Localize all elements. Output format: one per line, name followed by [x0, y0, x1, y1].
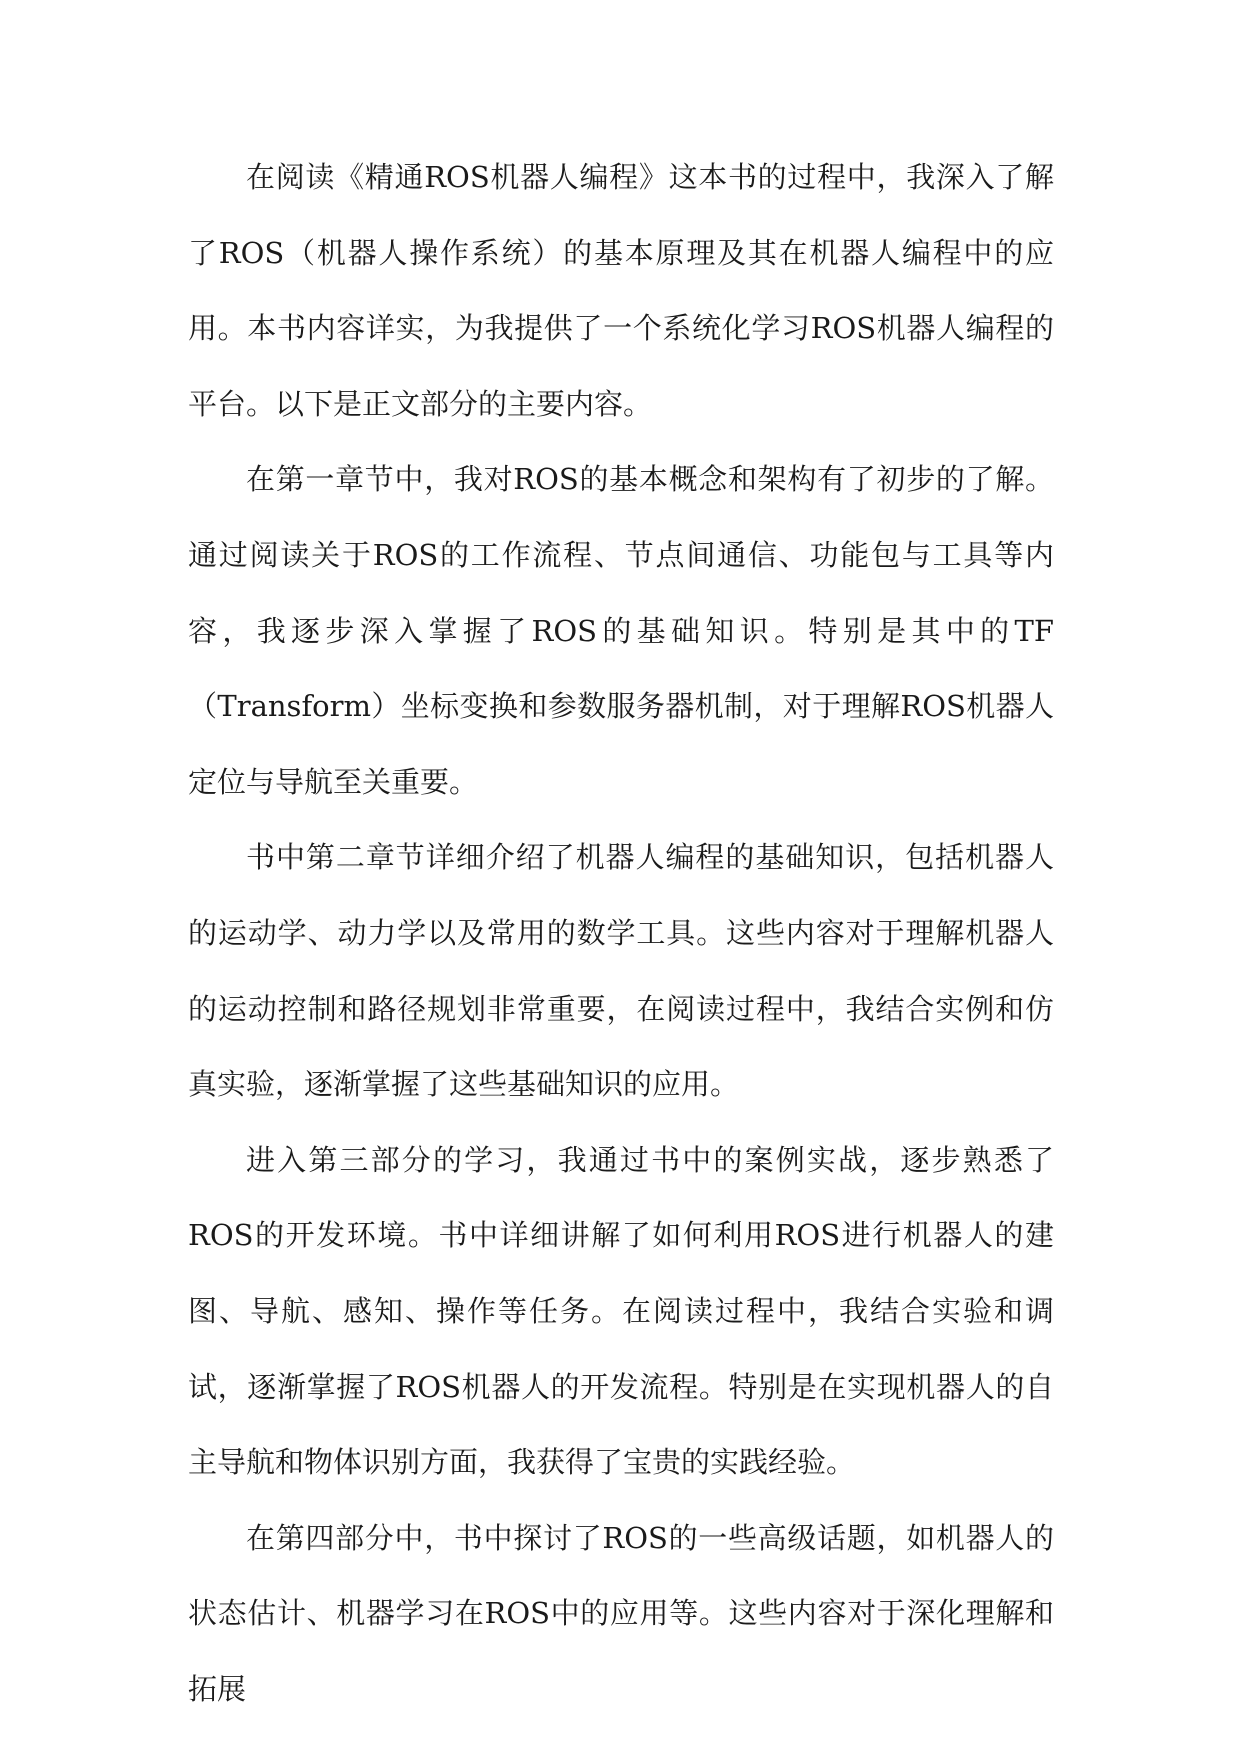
paragraph-1: 在阅读《精通ROS机器人编程》这本书的过程中，我深入了解了ROS（机器人操作系统）的基本原理及其在机器人编程中的应用。本书内容详实，为我提供了一个系统化学习ROS机器人编程的平台。以下是正文部分的主要内容。: [188, 160, 1054, 421]
paragraph-5: 在第四部分中，书中探讨了ROS的一些高级话题，如机器人的状态估计、机器学习在ROS中的应用等。这些内容对于深化理解和拓展: [188, 1520, 1054, 1706]
paragraph-3: 书中第二章节详细介绍了机器人编程的基础知识，包括机器人的运动学、动力学以及常用的数学工具。这些内容对于理解机器人的运动控制和路径规划非常重要，在阅读过程中，我结合实例和仿真实验，逐渐掌握了这些基础知识的应用。: [188, 840, 1054, 1102]
paragraph-2: 在第一章节中，我对ROS的基本概念和架构有了初步的了解。通过阅读关于ROS的工作流程、节点间通信、功能包与工具等内容，我逐步深入掌握了ROS的基础知识。特别是其中的TF（Transform）坐标变换和参数服务器机制，对于理解ROS机器人定位与导航至关重要。: [188, 462, 1054, 799]
paragraph-4: 进入第三部分的学习，我通过书中的案例实战，逐步熟悉了ROS的开发环境。书中详细讲解了如何利用ROS进行机器人的建图、导航、感知、操作等任务。在阅读过程中，我结合实验和调试，逐渐掌握了ROS机器人的开发流程。特别是在实现机器人的自主导航和物体识别方面，我获得了宝贵的实践经验。: [188, 1142, 1054, 1480]
document-body: [188, 140, 1054, 1727]
